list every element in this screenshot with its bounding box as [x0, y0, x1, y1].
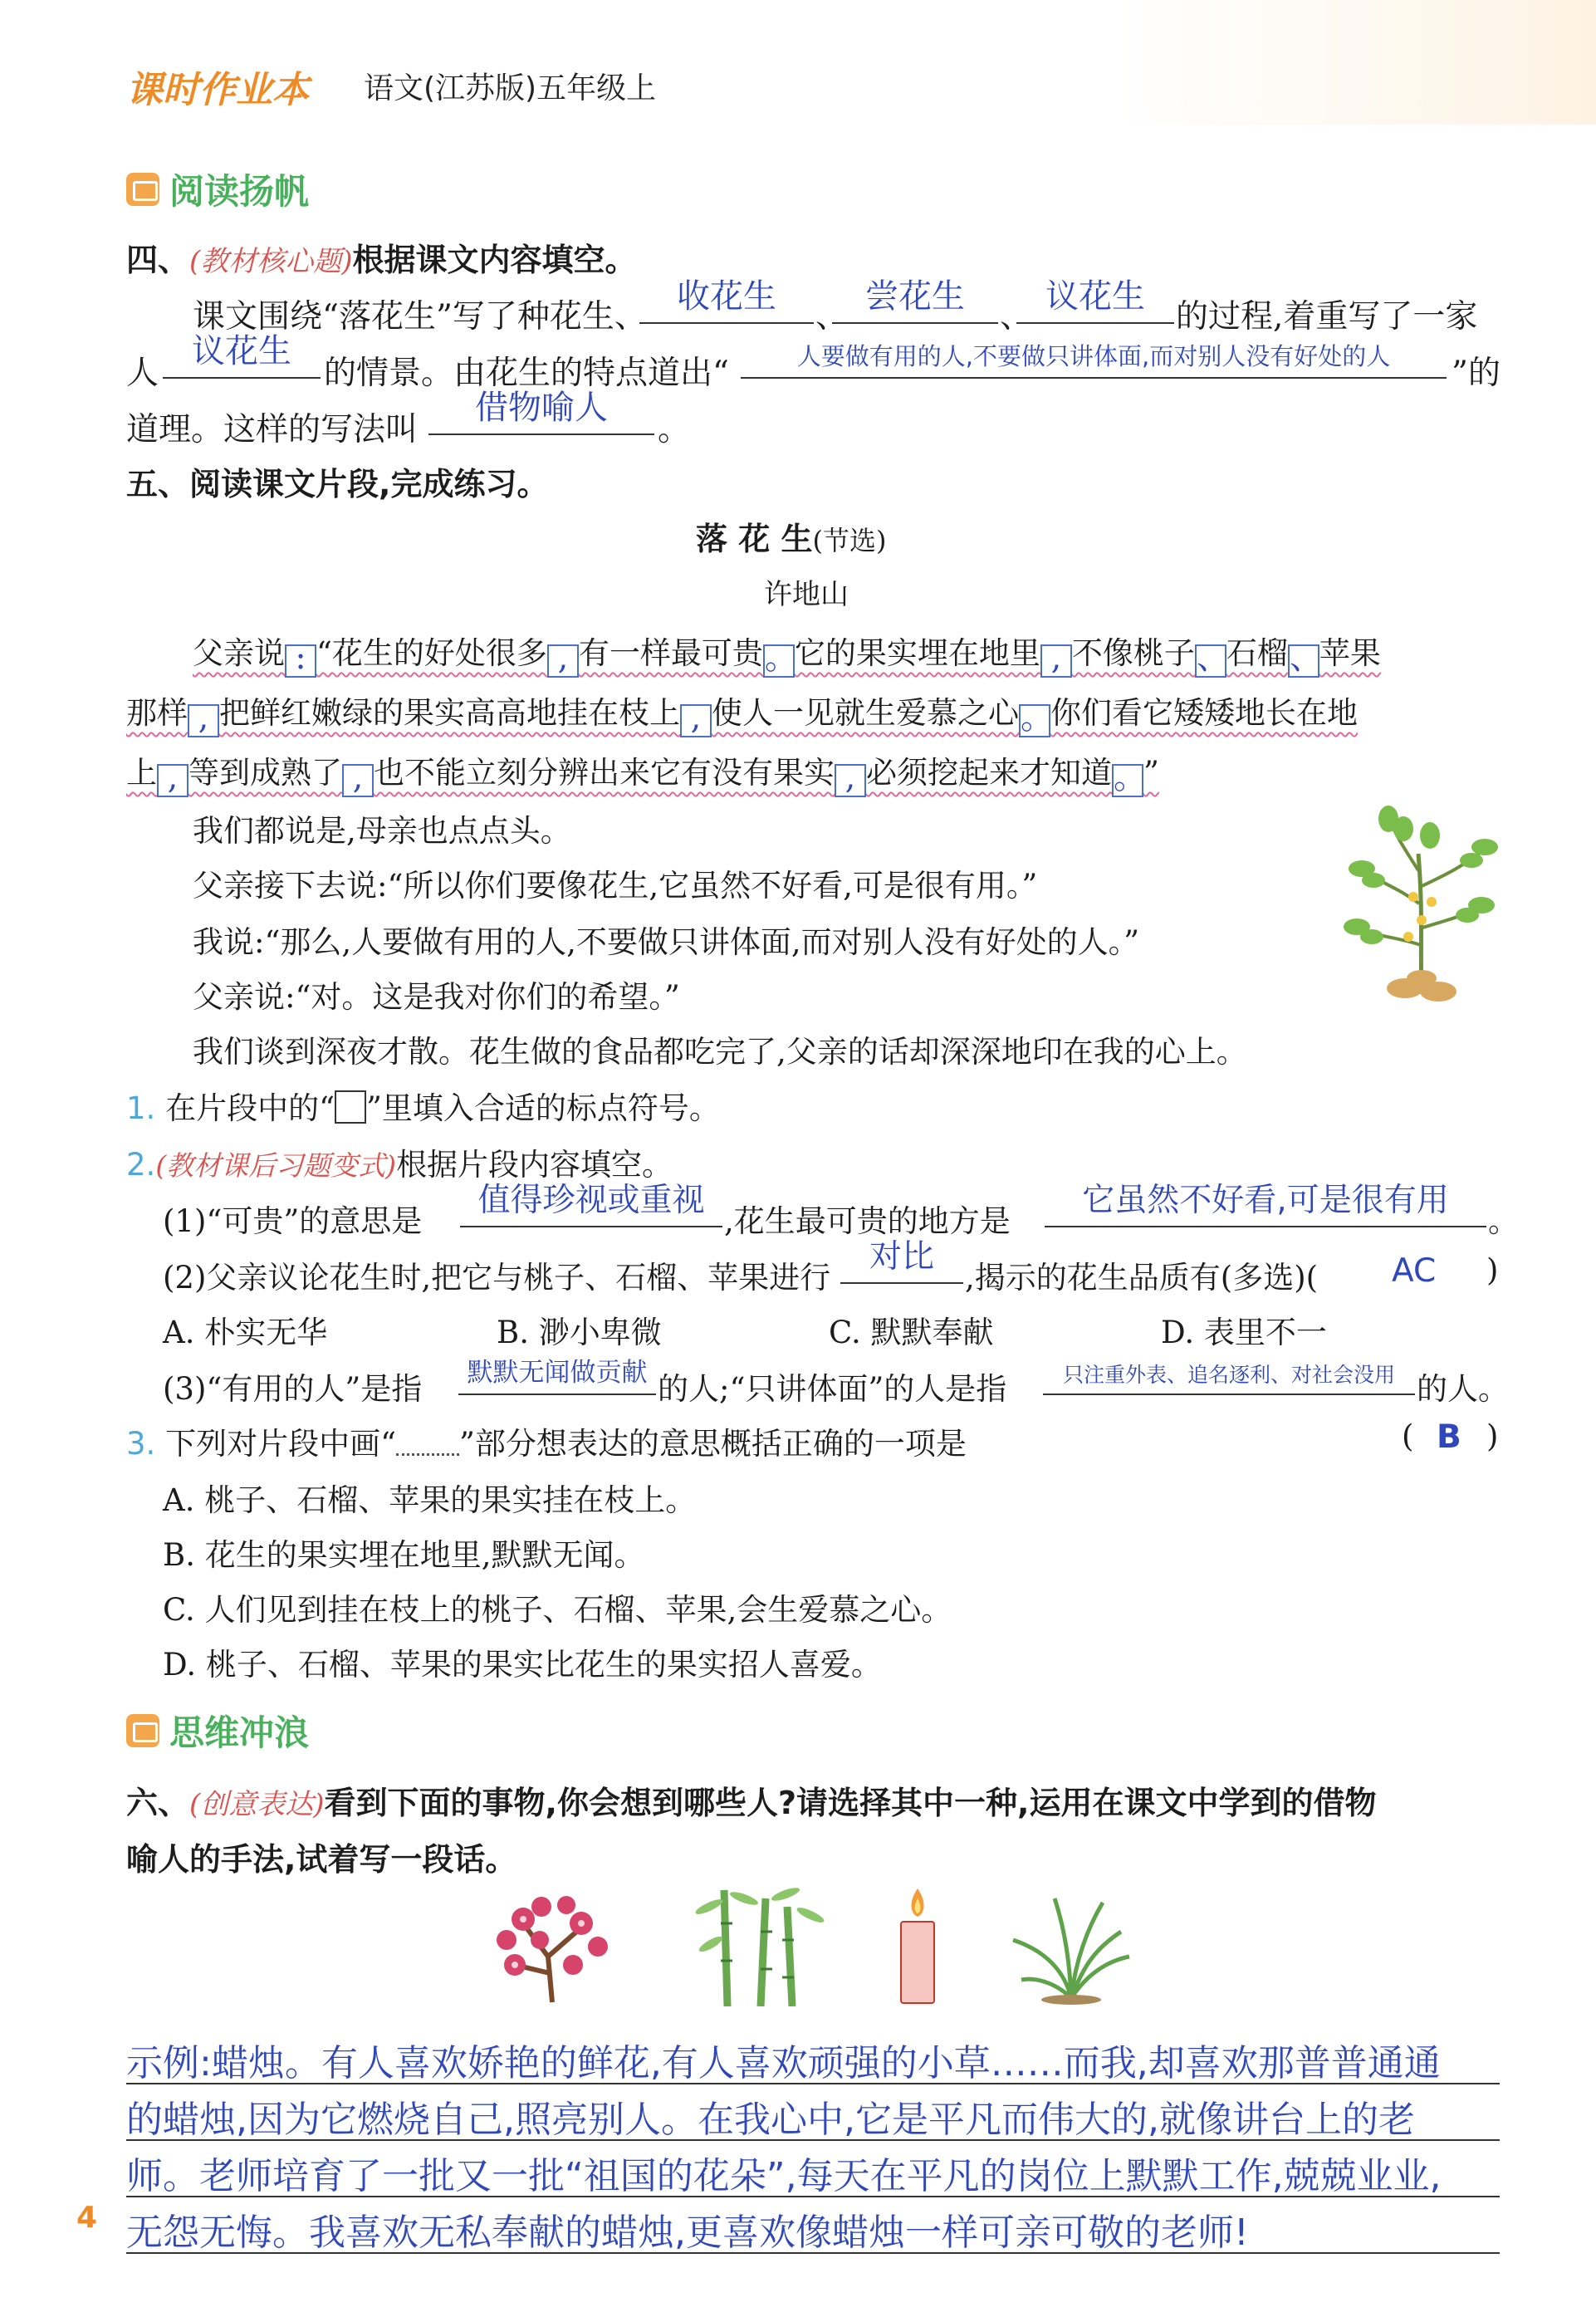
q4-blank-1[interactable]	[639, 279, 814, 324]
passage-text: 苹果	[1319, 635, 1381, 671]
sub2-num: 2.	[126, 1147, 156, 1183]
punct-box[interactable]	[188, 698, 219, 737]
sub2-option-c[interactable]: C. 默默奉献	[829, 1315, 994, 1350]
passage-text: “花生的好处很多	[316, 635, 547, 671]
punct-answer: 、	[1289, 639, 1323, 677]
passage-text: 也不能立刻分辨出来它有没有果实	[374, 755, 835, 791]
q4-blank-3[interactable]	[1016, 279, 1174, 324]
q4-text-5: 人	[126, 355, 159, 392]
sub1	[126, 1083, 720, 1128]
passage-text: 石榴	[1226, 635, 1288, 671]
sub2-3-answer-1: 默默无闻做贡献	[467, 1358, 648, 1388]
sub2-2-text-b: ,揭示的花生品质有(多选)(	[965, 1260, 1319, 1296]
q4-text-3: 、	[1000, 298, 1033, 336]
sub2-option-a[interactable]: A. 朴实无华	[163, 1315, 328, 1350]
sub1-text-b: ”里填入合适的标点符号。	[366, 1090, 720, 1126]
sub2-1-text-b: ,花生最可贵的地方是	[724, 1203, 1011, 1239]
passage-text: ”	[1143, 755, 1159, 791]
q4-prompt: 根据课文内容填空。	[352, 242, 637, 278]
q4-tag: (教材核心题)	[189, 245, 353, 278]
q4-text-8: 道理。这样的写法叫	[126, 411, 419, 448]
punct-box[interactable]	[1195, 639, 1230, 678]
q6-answer-4[interactable]: 无怨无悔。我喜欢无私奉献的蜡烛,更喜欢像蜡烛一样可亲可敬的老师!	[126, 2212, 1249, 2254]
bamboo-illustration	[694, 1882, 827, 2006]
punct-answer: ,	[198, 698, 209, 737]
punct-box[interactable]	[1019, 698, 1054, 737]
punct-box[interactable]	[1288, 639, 1323, 678]
punct-answer: ,	[167, 758, 179, 796]
sub3-option-c[interactable]: C. 人们见到挂在枝上的桃子、石榴、苹果,会生爱慕之心。	[163, 1592, 952, 1628]
punct-box[interactable]	[680, 698, 712, 737]
sub2-3-text-b: 的人;“只讲体面”的人是指	[658, 1371, 1007, 1407]
section-thinking-label: 思维冲浪	[169, 1712, 310, 1753]
q6-line-1	[126, 1777, 1376, 1823]
wave-icon	[126, 1714, 159, 1747]
punct-answer: ,	[557, 639, 569, 677]
passage-title-note: (节选)	[812, 525, 887, 556]
sub1-text-a: 在片段中的“	[165, 1090, 335, 1126]
passage-title	[696, 513, 886, 559]
passage-line-4: 我们都说是,母亲也点点头。	[193, 813, 571, 849]
sub2-1-text-a: (1)“可贵”的意思是	[163, 1203, 423, 1239]
passage-text: 你们看它矮矮地长在地	[1050, 695, 1358, 731]
wavy-mark-icon	[396, 1453, 459, 1456]
sub3-text-b: ”部分想表达的意思概括正确的一项是	[459, 1426, 967, 1462]
passage-text: 必须挖起来才知道	[866, 755, 1112, 791]
punct-answer: 。	[1021, 698, 1054, 737]
section-thinking	[126, 1706, 309, 1756]
punct-box[interactable]	[547, 639, 579, 678]
passage-line-6: 我说:“那么,人要做有用的人,不要做只讲体面,而对别人没有好处的人。”	[193, 924, 1140, 960]
passage-line-5: 父亲接下去说:“所以你们要像花生,它虽然不好看,可是很有用。”	[193, 868, 1038, 904]
passage-author: 许地山	[764, 578, 849, 611]
punct-answer: 。	[1114, 758, 1147, 796]
sub3-text-a: 下列对片段中画“	[165, 1426, 396, 1462]
q5-prompt: 阅读课文片段,完成练习。	[189, 466, 549, 502]
punct-box[interactable]	[157, 758, 188, 797]
passage-line-1	[193, 628, 1381, 678]
plum-blossom-illustration	[490, 1882, 614, 2006]
punct-box[interactable]	[1112, 758, 1147, 797]
punct-box[interactable]	[342, 758, 374, 797]
q4-text-6: 的情景。由花生的特点道出“	[324, 355, 729, 392]
grass-illustration	[1005, 1882, 1138, 2006]
q4-answer-5: 人要做有用的人,不要做只讲体面,而对别人没有好处的人	[796, 342, 1391, 370]
q4-text-7: ”的	[1452, 355, 1501, 392]
sub2-2-text-a: (2)父亲议论花生时,把它与桃子、石榴、苹果进行	[163, 1260, 831, 1296]
punct-box[interactable]	[835, 758, 866, 797]
passage-text: 那样	[126, 695, 188, 731]
sub2-3-text-c: 的人。	[1417, 1371, 1509, 1407]
punct-answer: 。	[764, 639, 798, 677]
q6-prompt-2: 喻人的手法,试着写一段话。	[126, 1841, 517, 1878]
q4-answer-4: 议花生	[192, 332, 291, 370]
q4-text-9: 。	[658, 411, 691, 448]
sub2-3-blank-1[interactable]	[458, 1350, 656, 1395]
section-reading	[126, 164, 309, 214]
page-number: 4	[76, 2201, 98, 2235]
book-icon	[126, 173, 159, 206]
q4-text-2: 、	[815, 298, 849, 336]
sub3-option-a[interactable]: A. 桃子、石榴、苹果的果实挂在枝上。	[163, 1482, 697, 1518]
sub2-prompt: 根据片段内容填空。	[396, 1147, 673, 1183]
passage-line-2	[126, 688, 1358, 737]
q4-num: 四、	[126, 242, 190, 278]
punct-box[interactable]	[1040, 639, 1072, 678]
passage-text: 父亲说	[193, 635, 285, 671]
q4-blank-6[interactable]	[428, 390, 654, 435]
q6-num: 六、	[126, 1785, 190, 1821]
punct-answer: ,	[690, 698, 702, 737]
q4-answer-3: 议花生	[1045, 277, 1145, 316]
q6-answer-3[interactable]: 师。老师培育了一批又一批“祖国的花朵”,每天在平凡的岗位上默默工作,兢兢业业,	[126, 2155, 1442, 2197]
q6-answer-1[interactable]: 示例:蜡烛。有人喜欢娇艳的鲜花,有人喜欢顽强的小草……而我,却喜欢那普普通通	[126, 2042, 1441, 2084]
sub2-2-answer-2[interactable]: AC	[1392, 1252, 1437, 1290]
punct-answer: 、	[1196, 639, 1230, 677]
sub3-num: 3.	[126, 1426, 156, 1462]
passage-text: 把鲜红嫩绿的果实高高地挂在枝上	[219, 695, 680, 731]
sub3-paren-left: (	[1402, 1418, 1414, 1454]
punct-box[interactable]	[285, 639, 316, 678]
q6-tag: (创意表达)	[189, 1788, 325, 1821]
punct-answer: :	[295, 639, 306, 677]
punct-answer: ,	[845, 758, 856, 796]
sub2-1-blank-1[interactable]	[460, 1183, 722, 1227]
q4-blank-2[interactable]	[832, 279, 998, 324]
sub2-1-text-c: 。	[1488, 1203, 1519, 1239]
q4-blank-4[interactable]	[163, 334, 321, 379]
sub1-num: 1.	[126, 1090, 156, 1126]
sub2-1-answer-1: 值得珍视或重视	[477, 1182, 705, 1219]
passage-text: 使人一见就生爱慕之心	[712, 695, 1019, 731]
passage-text: 上	[126, 755, 157, 791]
sub2-1-answer-2: 它虽然不好看,可是很有用	[1082, 1182, 1449, 1219]
sub2-2-text-c: )	[1486, 1252, 1499, 1288]
q5-heading	[126, 458, 548, 504]
passage-text: 不像桃子	[1071, 635, 1195, 671]
passage-title-text: 落 花 生	[696, 520, 813, 557]
q4-answer-2: 尝花生	[865, 277, 965, 316]
header-subject: 语文(江苏版)五年级上	[364, 71, 657, 105]
q4-answer-6: 借物喻人	[475, 389, 608, 427]
peanut-plant-illustration	[1339, 804, 1505, 1003]
sub3-option-b[interactable]: B. 花生的果实埋在地里,默默无闻。	[163, 1537, 645, 1573]
punct-answer: ,	[1050, 639, 1062, 677]
sub3-answer[interactable]: B	[1437, 1418, 1461, 1456]
header-brand: 课时作业本	[126, 69, 309, 111]
sub2-2-answer-1: 对比	[869, 1238, 934, 1276]
passage-text: 有一样最可贵	[578, 635, 763, 671]
passage-line-7: 父亲说:“对。这是我对你们的希望。”	[193, 979, 680, 1015]
sub2-tag: (教材课后习题变式)	[155, 1149, 397, 1182]
punct-box[interactable]	[763, 639, 798, 678]
sub2-1-blank-2[interactable]	[1045, 1183, 1486, 1227]
punct-answer: ,	[352, 758, 364, 796]
sub2-3-blank-2[interactable]	[1043, 1350, 1415, 1395]
sub3	[126, 1418, 967, 1463]
candle-illustration	[889, 1882, 947, 2006]
sub2-option-d[interactable]: D. 表里不一	[1161, 1315, 1327, 1350]
sub2-option-b[interactable]: B. 渺小卑微	[497, 1315, 662, 1350]
q5-num: 五、	[126, 466, 190, 502]
q4-blank-5[interactable]	[741, 334, 1447, 379]
sub2-3-answer-2: 只注重外表、追名逐利、对社会没用	[1062, 1363, 1395, 1387]
q4-answer-1: 收花生	[677, 277, 776, 316]
passage-line-3	[126, 747, 1159, 797]
sub2-2-blank-1[interactable]	[840, 1239, 963, 1284]
sub3-paren-right: )	[1486, 1418, 1499, 1454]
passage-text: 它的果实埋在地里	[794, 635, 1040, 671]
q6-answer-2[interactable]: 的蜡烛,因为它燃烧自己,照亮别人。在我心中,它是平凡而伟大的,就像讲台上的老	[126, 2099, 1415, 2141]
passage-text: 等到成熟了	[188, 755, 342, 791]
sub2-3-text-a: (3)“有用的人”是指	[163, 1371, 423, 1407]
sub3-option-d[interactable]: D. 桃子、石榴、苹果的果实比花生的果实招人喜爱。	[163, 1647, 882, 1683]
q4-text-4: 的过程,着重写了一家	[1176, 298, 1478, 336]
q4-text-1: 课文围绕“落花生”写了种花生、	[193, 298, 647, 336]
q6-prompt-1: 看到下面的事物,你会想到哪些人?请选择其中一种,运用在课文中学到的借物	[324, 1785, 1377, 1821]
section-reading-label: 阅读扬帆	[169, 171, 310, 212]
passage-line-8: 我们谈到深夜才散。花生做的食品都吃完了,父亲的话却深深地印在我的心上。	[193, 1034, 1247, 1070]
blank-box-icon	[335, 1090, 366, 1124]
